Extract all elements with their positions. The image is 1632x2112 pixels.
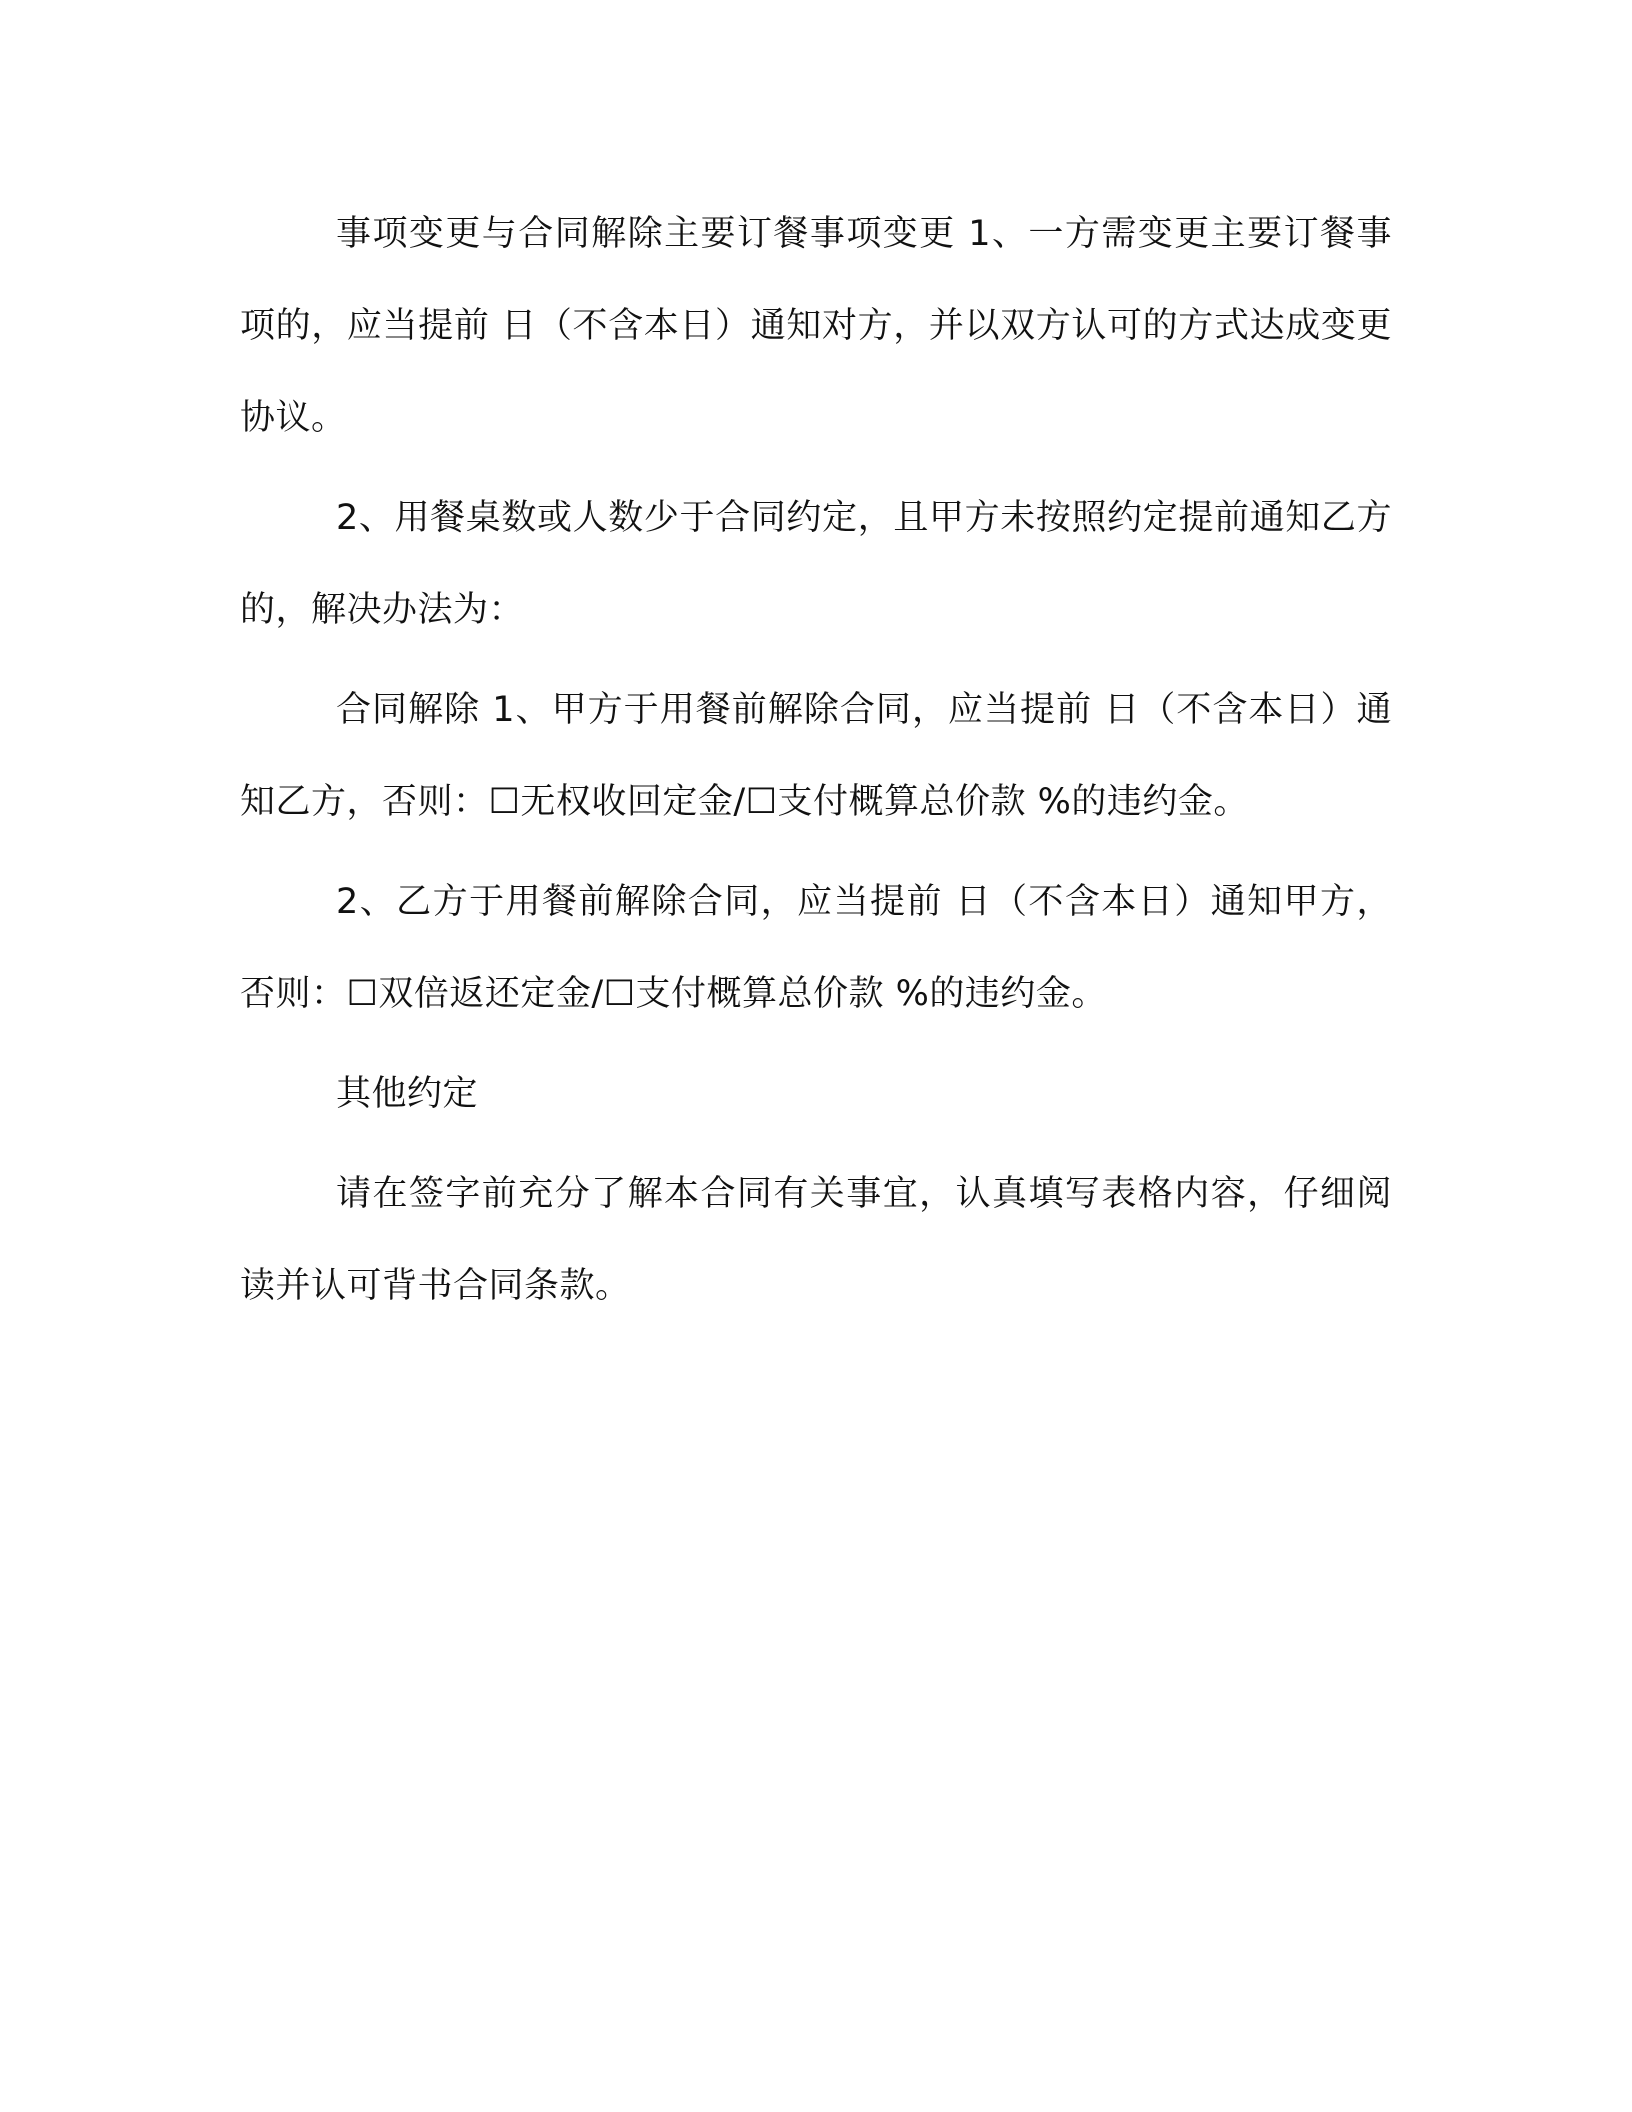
paragraph-fewer-tables: 2、用餐桌数或人数少于合同约定，且甲方未按照约定提前通知乙方的，解决办法为： xyxy=(240,498,1392,630)
section-heading-other-agreements: 其他约定 xyxy=(336,1074,479,1114)
document-body xyxy=(240,188,1392,1332)
paragraph-change-and-termination: 事项变更与合同解除主要订餐事项变更 1、一方需变更主要订餐事项的，应当提前 日（不含本日）通知对方，并以双方认可的方式达成变更协议。 xyxy=(240,214,1392,438)
paragraph-signing-notice: 请在签字前充分了解本合同有关事宜，认真填写表格内容，仔细阅读并认可背书合同条款。 xyxy=(240,1174,1392,1306)
paragraph-party-a-termination: 合同解除 1、甲方于用餐前解除合同，应当提前 日（不含本日）通知乙方，否则：☐无权收回定金/☐支付概算总价款 %的违约金。 xyxy=(240,690,1392,822)
paragraph-party-b-termination: 2、乙方于用餐前解除合同，应当提前 日（不含本日）通知甲方，否则：☐双倍返还定金/☐支付概算总价款 %的违约金。 xyxy=(240,882,1392,1014)
